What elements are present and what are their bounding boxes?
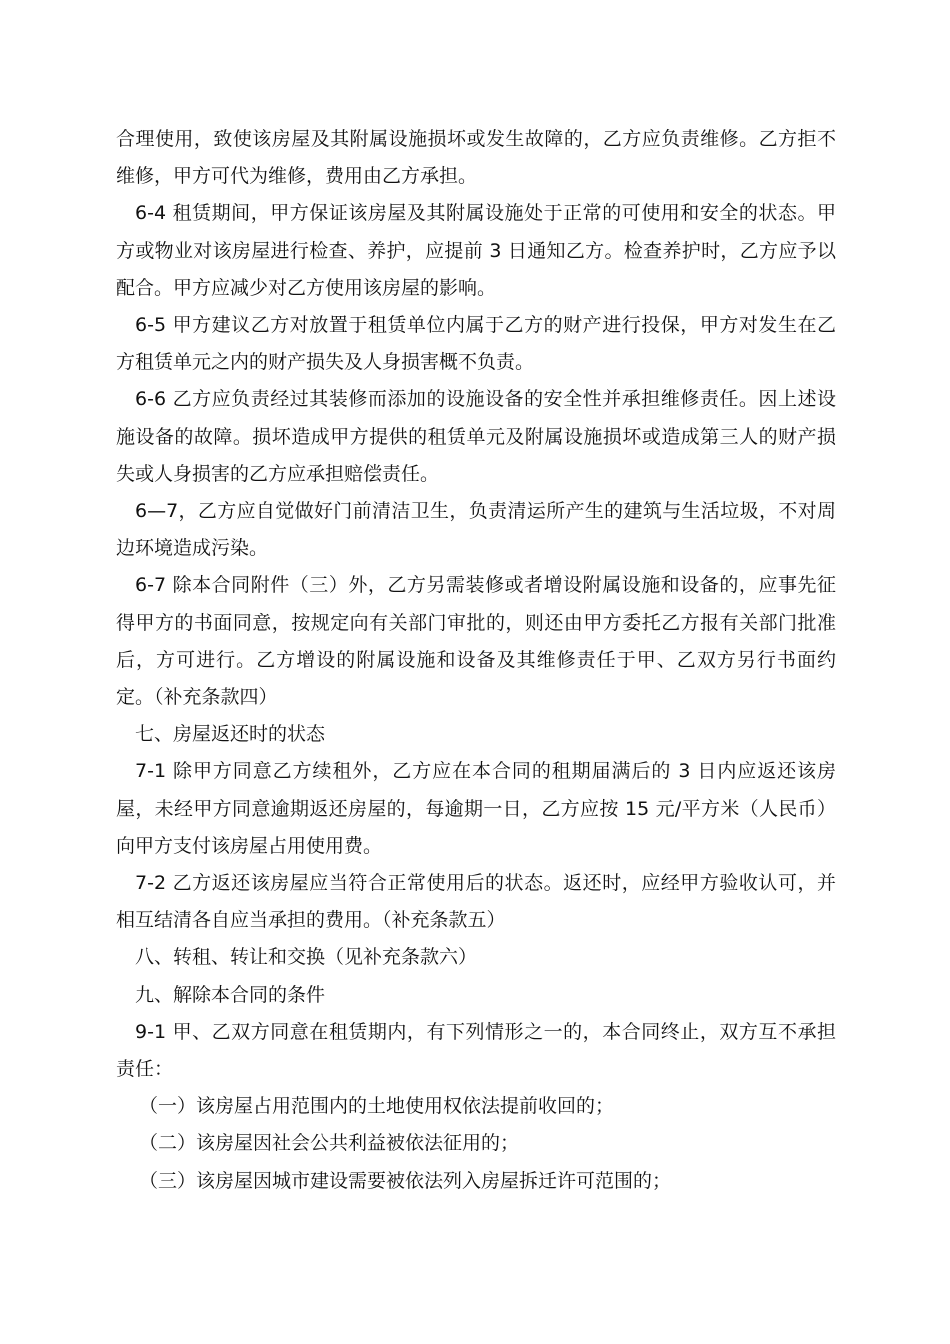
- list-item-3: （三）该房屋因城市建设需要被依法列入房屋拆迁许可范围的；: [139, 1169, 672, 1192]
- clause-6-7: 6-7 除本合同附件（三）外，乙方另需装修或者增设附属设施和设备的，应事先征得甲方的书面同意，按规定向有关部门审批的，则还由甲方委托乙方报有关部门批准后，方可进行。乙方增设的附属设施和设备及其维修责任于甲、乙双方另行书面约定。（补充条款四）: [116, 574, 836, 709]
- clause-6-6: 6-6 乙方应负责经过其装修而添加的设施设备的安全性并承担维修责任。因上述设施设备的故障。损坏造成甲方提供的租赁单元及附属设施损坏或造成第三人的财产损失或人身损害的乙方应承担赔偿责任。: [116, 388, 836, 485]
- paragraph-continuation: 合理使用，致使该房屋及其附属设施损坏或发生故障的，乙方应负责维修。乙方拒不维修，甲方可代为维修，费用由乙方承担。: [116, 128, 836, 188]
- clause-6-5: 6-5 甲方建议乙方对放置于租赁单位内属于乙方的财产进行投保，甲方对发生在乙方租赁单元之内的财产损失及人身损害概不负责。: [116, 314, 836, 374]
- list-item-1: （一）该房屋占用范围内的土地使用权依法提前收回的；: [139, 1095, 615, 1118]
- clause-9-1: 9-1 甲、乙双方同意在租赁期内，有下列情形之一的，本合同终止，双方互不承担责任：: [116, 1020, 836, 1081]
- section-heading-8: 八、转租、转让和交换（见补充条款六）: [135, 946, 478, 969]
- section-heading-7: 七、房屋返还时的状态: [135, 723, 326, 746]
- list-item-2: （二）该房屋因社会公共利益被依法征用的；: [139, 1132, 520, 1155]
- clause-6-dash-7: 6—7，乙方应自觉做好门前清洁卫生，负责清运所产生的建筑与生活垃圾，不对周边环境造成污染。: [116, 500, 836, 560]
- document-body: [116, 121, 836, 1200]
- clause-6-4: 6-4 租赁期间，甲方保证该房屋及其附属设施处于正常的可使用和安全的状态。甲方或物业对该房屋进行检查、养护，应提前 3 日通知乙方。检查养护时，乙方应予以配合。甲方应减少对乙方使用该房屋的影响。: [116, 202, 836, 299]
- section-heading-9: 九、解除本合同的条件: [135, 983, 326, 1006]
- clause-7-1: 7-1 除甲方同意乙方续租外，乙方应在本合同的租期届满后的 3 日内应返还该房屋，未经甲方同意逾期返还房屋的，每逾期一日，乙方应按 15 元/平方米（人民币）向甲方支付该房屋占用使用费。: [116, 760, 836, 857]
- clause-7-2: 7-2 乙方返还该房屋应当符合正常使用后的状态。返还时，应经甲方验收认可，并相互结清各自应当承担的费用。（补充条款五）: [116, 872, 836, 932]
